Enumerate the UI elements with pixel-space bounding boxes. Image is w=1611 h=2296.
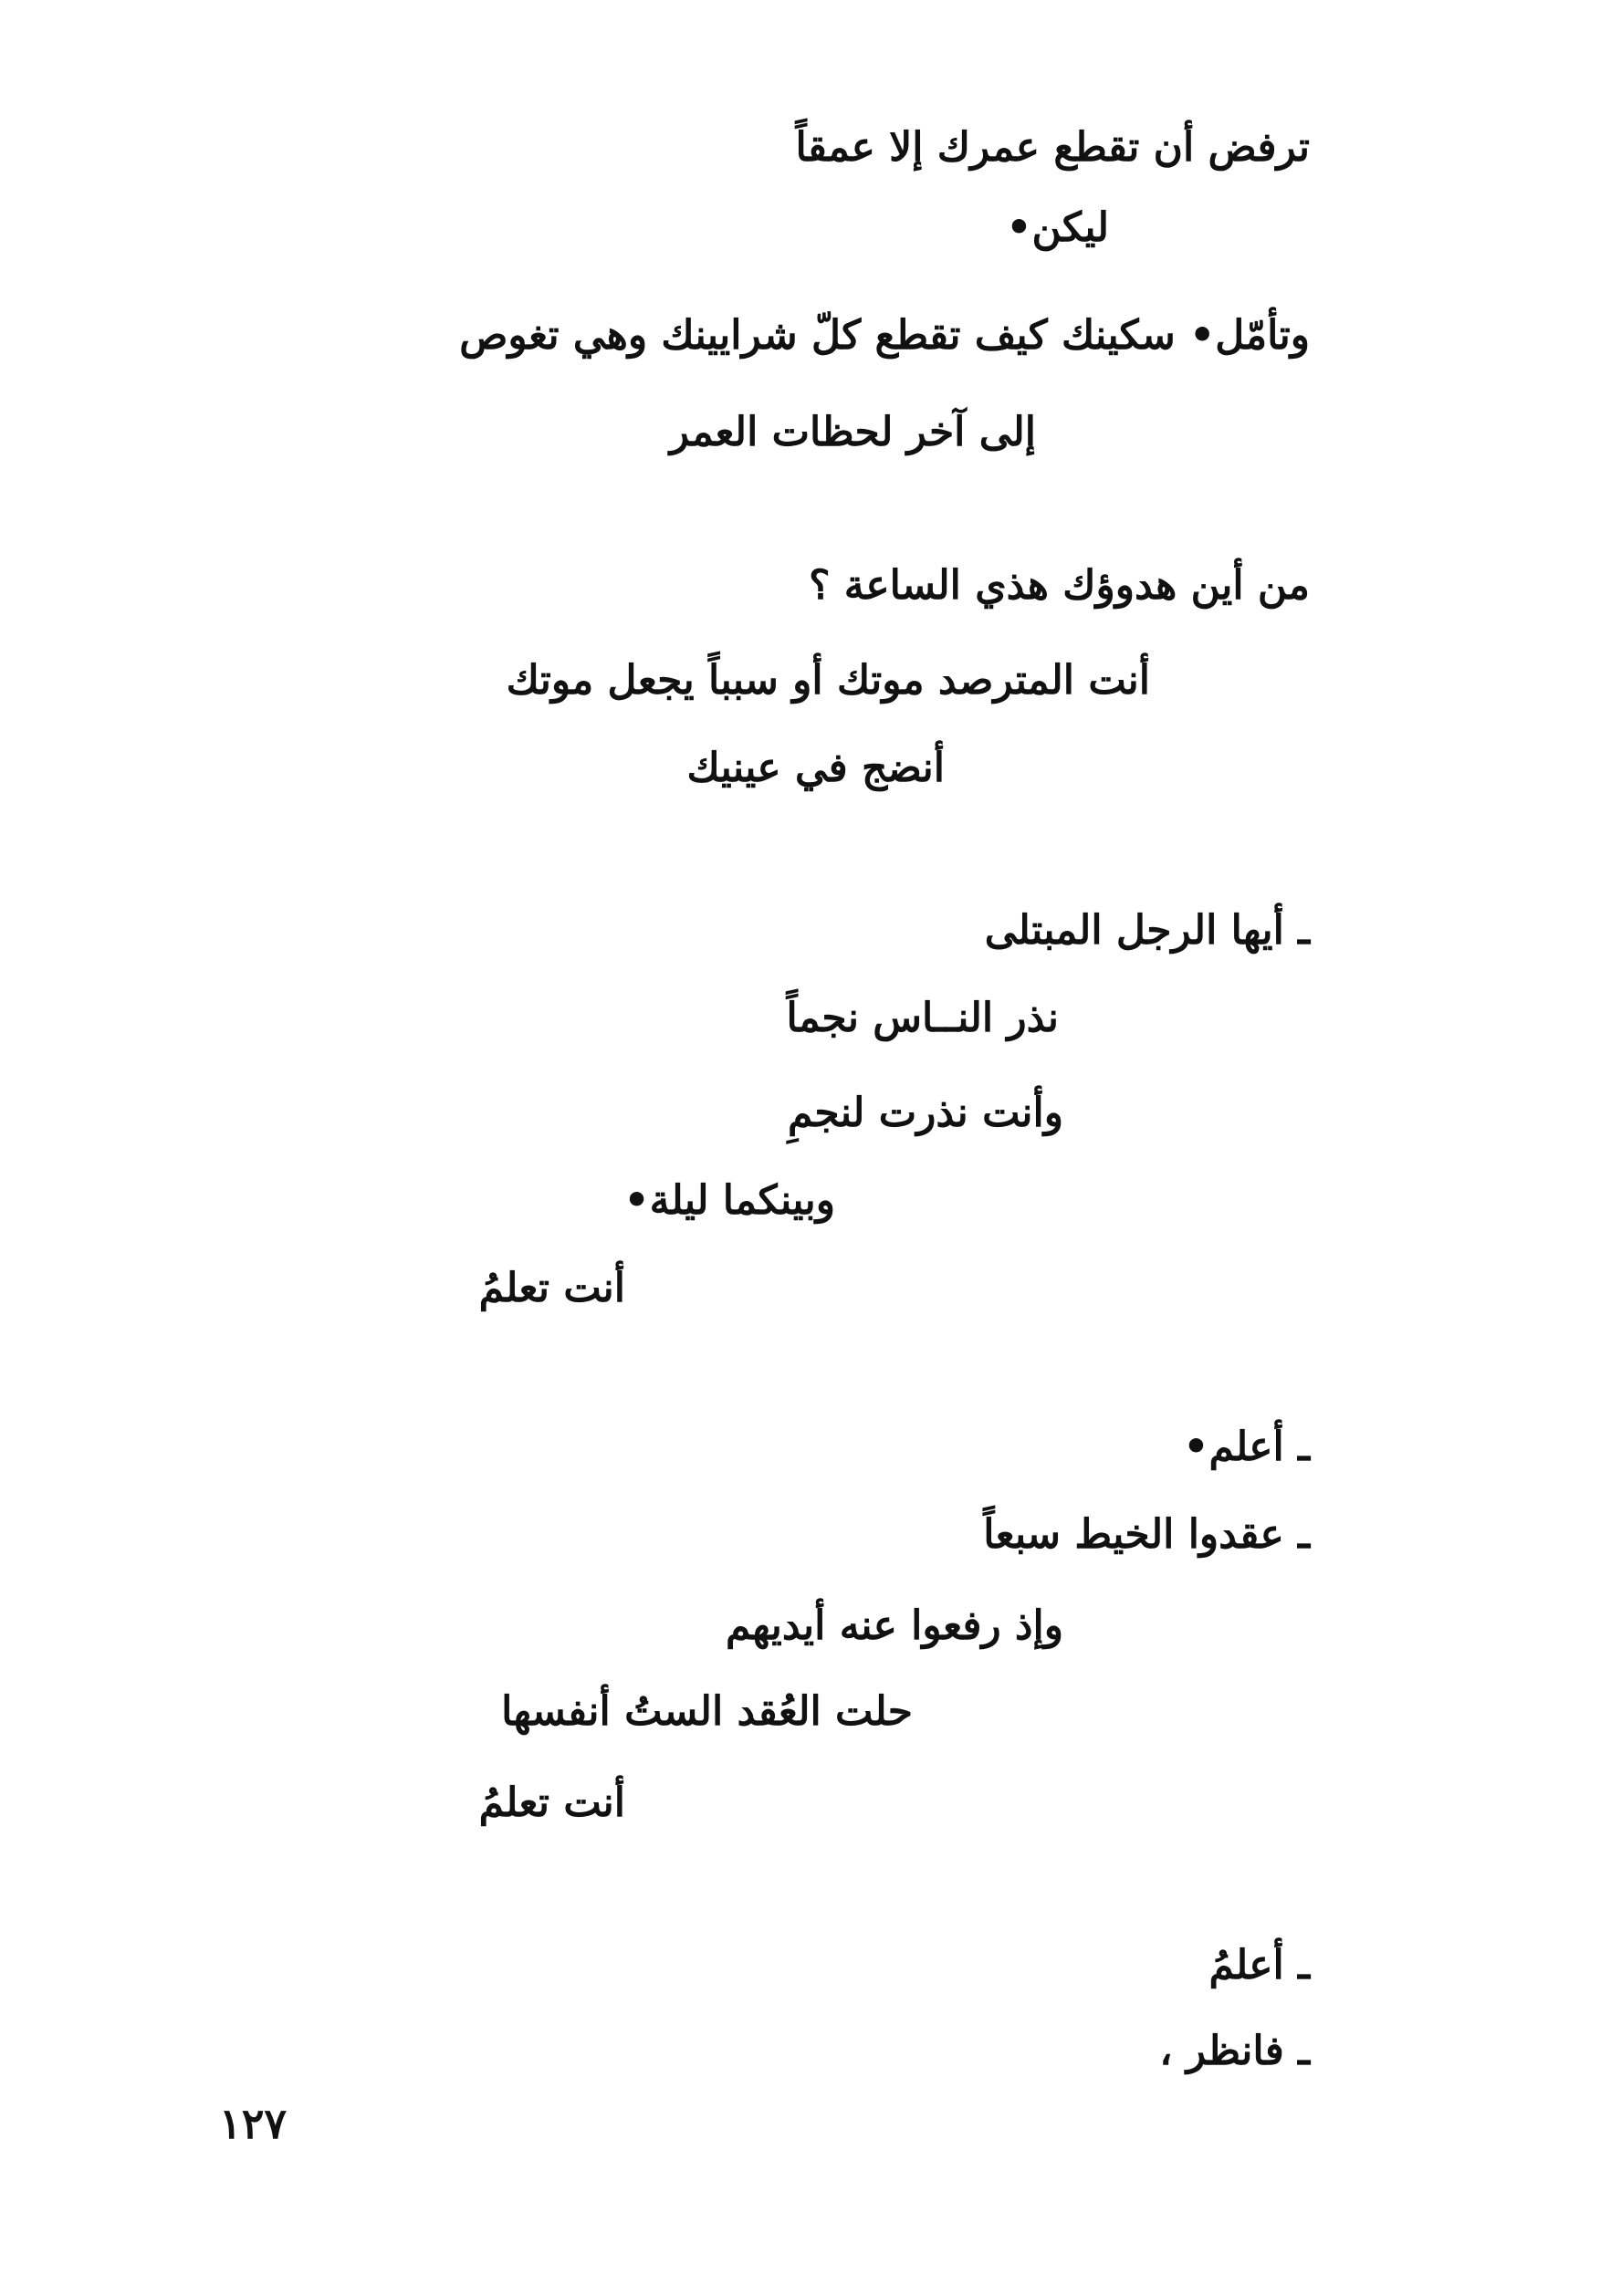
poem-line: ـ فانظر ،: [1159, 2028, 1310, 2074]
poem-line: ليكن•: [1006, 204, 1109, 251]
poem-line: ترفض أن تقطع عمرك إلا عمقاً: [795, 124, 1310, 171]
poem-line: ـ أعلم•: [1183, 1424, 1310, 1470]
poem-line: وإذ رفعوا عنه أيديهم: [726, 1602, 1063, 1649]
poem-line: حلت العُقد الستُ أنفسها: [501, 1688, 913, 1735]
poem-line: أنت تعلمُ: [478, 1779, 625, 1826]
poem-line: إلى آخر لحظات العمر: [669, 409, 1036, 455]
poem-line: ـ أيها الرجل المبتلى: [984, 907, 1310, 954]
poem-line: وأنت نذرت لنجمِ: [788, 1090, 1063, 1136]
poem-line: أنت تعلمُ: [478, 1265, 625, 1311]
poem-line: ـ أعلمُ: [1208, 1942, 1310, 1988]
page-number: ١٢٧: [219, 2099, 288, 2148]
poem-line: أنضج في عينيك: [686, 745, 945, 791]
poem-line: من أين هدوؤك هذي الساعة ؟: [809, 562, 1310, 609]
poem-line: أنت المترصد موتك أو سبباً يجعل موتك: [506, 657, 1150, 704]
poem-line: وبينكما ليلة•: [623, 1177, 835, 1224]
poem-line: وتأمّل• سكينك كيف تقطع كلّ شرايينك وهي تغوص: [459, 312, 1310, 359]
poem-line: نذر النــاس نجماً: [786, 995, 1059, 1041]
poem-line: ـ عقدوا الخيط سبعاً: [983, 1511, 1310, 1558]
